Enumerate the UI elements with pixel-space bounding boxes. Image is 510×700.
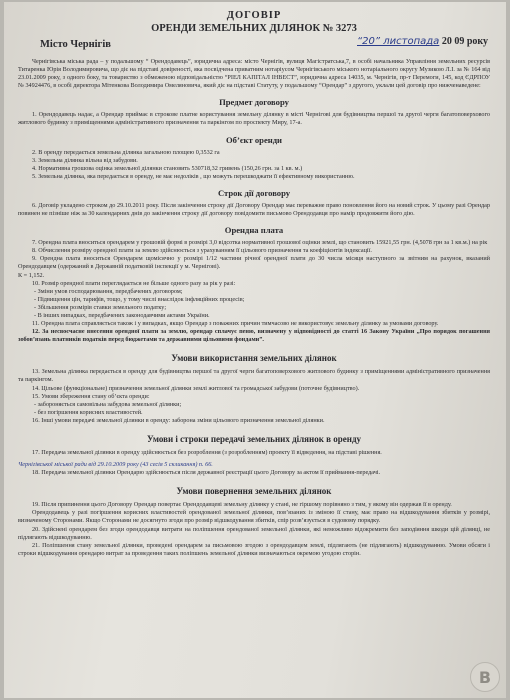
section-rent: Орендна плата xyxy=(224,225,284,236)
list-item: - Зміни умов господарювання, передбачених договором; xyxy=(34,287,183,295)
clause-11: 11. Орендна плата справляється також і у випадках, якщо Орендар з поважних причин тимчасово не використовує земельну ділянку за умовами договору. xyxy=(32,320,439,328)
document-title: ДОГОВІР xyxy=(226,10,282,21)
list-item: - В інших випадках, передбачених законодавчими актами України. xyxy=(34,311,210,319)
clause-8: 8. Обчислення розміру орендної плати за землю здійснюється з урахуванням її цільового призначення та коефіцієнтів індексації. xyxy=(32,247,372,255)
clause-15-list xyxy=(18,401,490,417)
clause-21: 21. Поліпшення стану земельної ділянки, проведені орендарем за письмовою згодою з орендодавцем землі, підлягають (не підлягають) відшкодуванню. Умови обсяги і строки відшкодування орендарю витрат за проведення таких поліпшень земельної ділянки визначаються окремою угодою сторін. xyxy=(18,541,490,557)
list-item: - Підвищення цін, тарифів, тощо, у тому числі внаслідок інфляційних процесів; xyxy=(34,295,245,303)
list-item: - Збільшення розмірів ставки земельного податку; xyxy=(34,303,167,311)
clause-1: 1. Орендодавець надає, а Орендар приймає в строкове платне користування земельну ділянку в місті Чернігові для будівництва першої та другої черги багатоповерхового житлового будинку з приміщеннями адміністративного призначення та паркінгом по проспекту Миру, 17-а. xyxy=(18,111,490,127)
city-label: Місто Чернігів xyxy=(40,39,111,50)
section-object: Об’єкт оренди xyxy=(225,134,283,145)
clause-14: 14. Цільове (функціональне) призначення земельної ділянки землі житлової та громадської забудови (поточне будівництво). xyxy=(32,384,360,392)
clause-17: 17. Передача земельної ділянки в оренду здійснюється без розроблення (з розробленням) проекту її відведення, на підставі рішення. xyxy=(32,449,382,456)
clause-4: 4. Нормативна грошова оцінка земельної ділянки становить 530718,32 гривень (150,26 грн. за 1 кв. м.) xyxy=(32,164,303,172)
clause-17-decision: Чернігівської міської ради від 29.10.2009 року (43 сесія 5 скликання) п. 66. xyxy=(18,461,213,469)
date-handwritten: “20” листопада xyxy=(357,36,440,47)
section-usage: Умови використання земельних ділянок xyxy=(171,353,337,364)
clause-19: 19. Після припинення цього Договору Орендар повертає Орендодавцеві земельну ділянку у стані, не гіршому порівняно з тим, у якому він одержав її в оренду. xyxy=(32,501,452,509)
clause-3: 3. Земельна ділянка вільна від забудови. xyxy=(32,156,138,164)
clause-15: 15. Умови збереження стану об’єкта оренди: xyxy=(32,392,150,400)
contract-page xyxy=(4,2,506,698)
section-transfer: Умови і строки передачі земельних ділянок в оренду xyxy=(146,434,362,444)
section-term: Строк дії договору xyxy=(217,187,291,198)
clause-16: 16. Інші умови передачі земельної ділянки в оренду: заборона зміни цільового призначення земельної ділянки. xyxy=(32,416,325,424)
clause-19-damages: Орендодавець у разі погіршення корисних властивостей орендованої земельної ділянки, пов’язаних із зміною її стану, має право на відшкодування збитків у розмірі, визначеному Сторонами. Якщо Сторонами не досягнуто згоди про розмір відшкодування збитків, спір розв’язується в судовому порядку. xyxy=(18,509,490,525)
contract-date xyxy=(357,36,488,47)
section-return: Умови повернення земельних ділянок xyxy=(176,486,332,497)
date-year: 20 09 року xyxy=(441,36,488,47)
clause-6: 6. Договір укладено строком до 29.10.2011 року. Після закінчення строку дії Договору Орендар має переважне право поновлення його на новий строк. У цьому разі Орендар повинен не пізніше ніж за 30 календарних днів до закінчення строку дії договору повідомити письмово Орендодавця про намір продовжити його дію. xyxy=(18,201,490,218)
clause-10-list xyxy=(18,288,490,320)
list-item: - без погіршення корисних властивостей. xyxy=(34,408,143,416)
document-subtitle: ОРЕНДИ ЗЕМЕЛЬНИХ ДІЛЯНОК № 3273 xyxy=(151,23,357,34)
clause-5: 5. Земельна ділянка, яка передається в оренду, не має недоліків , що можуть перешкоджати її ефективному використанню. xyxy=(32,172,355,180)
watermark-logo-icon: В xyxy=(470,662,500,692)
clause-18: 18. Передача земельної ділянки Орендарю здійснюється після державної реєстрації цього Договору за актом її приймання-передачі. xyxy=(32,469,381,477)
section-subject: Предмет договору xyxy=(219,97,289,108)
clause-13: 13. Земельна ділянка передається в оренду для будівництва першої та другої черги багатоповерхового житлового будинку з приміщеннями адміністративного призначення та паркінгом. xyxy=(18,368,490,384)
clause-12: 12. За несвоєчасне внесення орендної плати за землю, орендар сплачує пеню, визначену у відповідності до статті 16 Закону України „Про порядок погашення зобов’язань платників податків перед бюджетами та державними цільовими фондами”. xyxy=(18,328,490,344)
clause-2: 2. В оренду передається земельна ділянка загальною площею 0,3532 га xyxy=(32,148,220,156)
header-row xyxy=(18,36,490,58)
intro-paragraph: Чернігівська міська рада – у подальшому “ Орендодавець”, юридична адреса: місто Чернігів, вулиця Магістратська,7, в особі начальника Управління земельних ресурсів Титаренка Юрія Володимировича, що діє на підставі довіреності, яка посвідчена приватним нотаріусом Чернігівського міського нотаріального округу Музикою Л.І. за № 164 від 23.01.2009 року, з одного боку, та товариство з обмеженою відповідальністю “РІЕЛ КАПІТАЛ ІНВЕСТ”, юридична адреса 14035, м. Чернігів, пр-т Перемоги, 145, код ЄДРПОУ № 34924476, в особі директора Мітенкова Володимира Омеляновича, який діє на підставі Статуту, у подальшому “Орендар” з другого, уклали цей договір про нижченаведене: xyxy=(18,58,490,90)
clause-10: 10. Розмір орендної плати переглядається не більше одного разу за рік у разі: xyxy=(32,279,236,287)
list-item: - забороняється самовільна забудова земельної ділянки; xyxy=(34,400,182,408)
clause-20: 20. Здійснені орендарем без згоди орендодавця витрати на поліпшення орендованої земельної ділянки, які неможливо відокремити без заподіяння шкоди цій ділянці, не підлягають відшкодуванню. xyxy=(18,525,490,541)
clause-9: 9. Орендна плата вноситься Орендарем щомісячно у розмірі 1/12 частини річної орендної плати до 30 числа місяця наступного за звітним на рахунок, вказаний Орендодавцем (одержаний в Державній податковій інспекції у м. Чернігові). xyxy=(18,255,490,271)
clause-9-coefficient: К = 1,152. xyxy=(18,271,45,279)
clause-7: 7. Орендна плата вноситься орендарем у грошовій формі в розмірі 3,0 відсотка нормативної грошової оцінки землі, що становить 15921,55 грн. (4,5078 грн за 1 кв.м.) на рік xyxy=(32,239,488,247)
